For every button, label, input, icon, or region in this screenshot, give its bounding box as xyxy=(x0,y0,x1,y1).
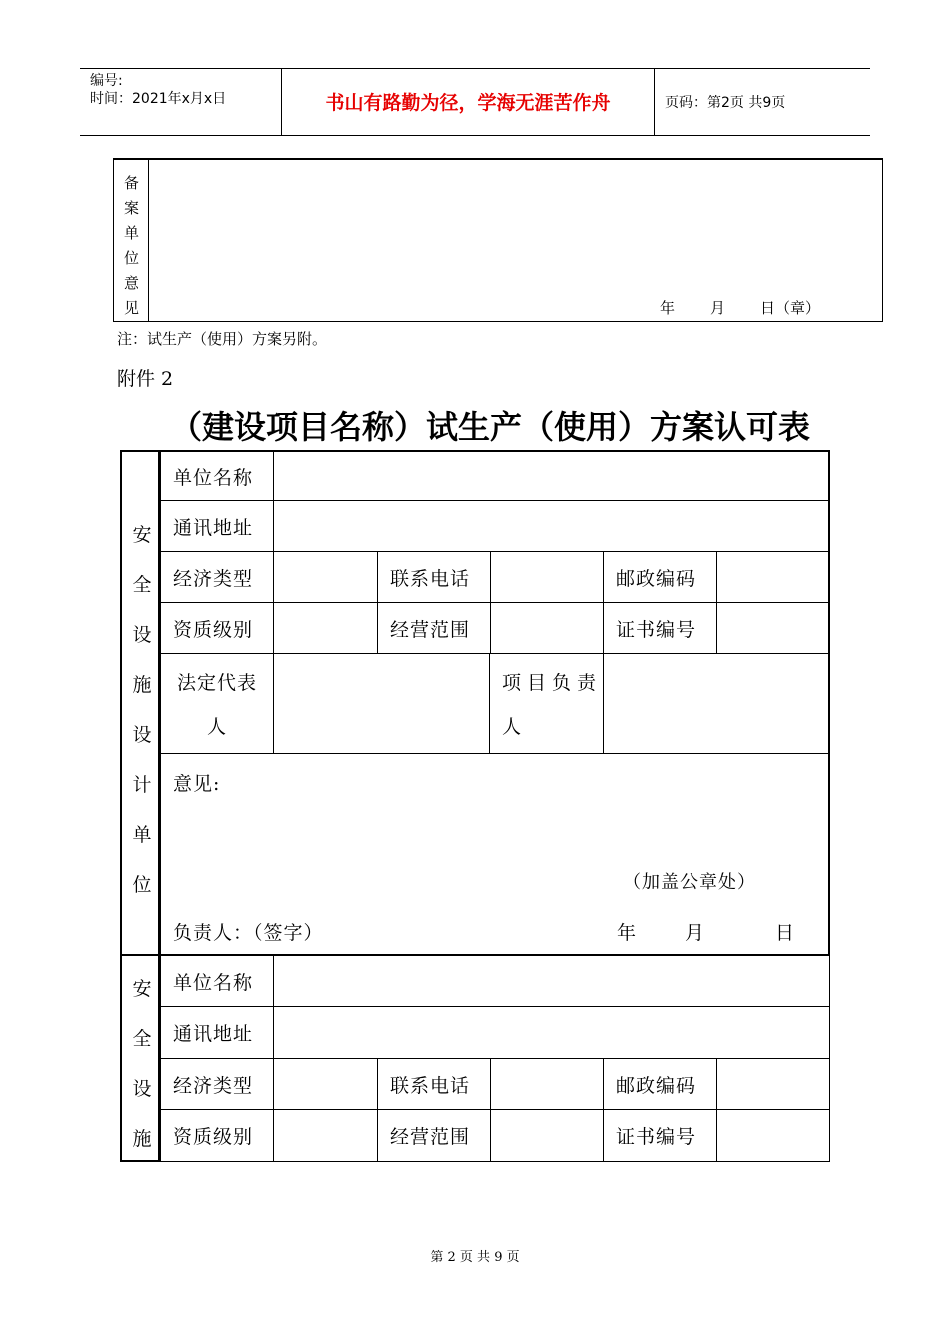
construction-unit-postcode-label: 邮政编码 xyxy=(603,1058,717,1110)
construction-unit-address-label: 通讯地址 xyxy=(160,1006,274,1059)
design-unit-opinion-block[interactable] xyxy=(160,753,830,956)
construction-unit-side-column xyxy=(120,954,160,1162)
design-unit-phone-label: 联系电话 xyxy=(377,551,491,603)
side-char: 计 xyxy=(132,774,152,796)
side-char: 施 xyxy=(132,1128,152,1150)
project-lead-line2: 人 xyxy=(502,715,523,738)
header-top-rule xyxy=(80,68,870,69)
design-unit-postcode-label: 邮政编码 xyxy=(603,551,717,603)
side-char: 单 xyxy=(132,824,152,846)
side-char: 全 xyxy=(132,574,152,596)
legal-rep-line1: 法定代表 xyxy=(176,672,257,695)
design-unit-address-label: 通讯地址 xyxy=(160,500,274,552)
record-label-char: 单 xyxy=(123,224,139,242)
design-unit-cert-no-field[interactable] xyxy=(716,602,830,654)
construction-unit-cert-no-field[interactable] xyxy=(716,1109,830,1162)
construction-unit-name-label: 单位名称 xyxy=(160,955,274,1007)
record-label-char: 案 xyxy=(123,199,139,217)
doc-time-label: 时间：2021年x月x日 xyxy=(90,91,227,107)
design-unit-cert-no-label: 证书编号 xyxy=(603,602,717,654)
sign-year: 年 xyxy=(617,922,638,944)
construction-unit-business-scope-label: 经营范围 xyxy=(377,1109,491,1162)
construction-unit-qualification-label: 资质级别 xyxy=(160,1109,274,1162)
design-unit-business-scope-field[interactable] xyxy=(490,602,604,654)
construction-unit-phone-label: 联系电话 xyxy=(377,1058,491,1110)
side-char: 安 xyxy=(132,978,152,1000)
record-label-char: 见 xyxy=(123,299,139,317)
design-unit-project-lead-label xyxy=(489,653,604,754)
design-unit-postcode-field[interactable] xyxy=(716,551,830,603)
construction-unit-business-scope-field[interactable] xyxy=(490,1109,604,1162)
attachment-label: 附件 2 xyxy=(117,368,174,390)
design-unit-business-scope-label: 经营范围 xyxy=(377,602,491,654)
side-char: 施 xyxy=(132,674,152,696)
design-unit-economic-type-label: 经济类型 xyxy=(160,551,274,603)
design-unit-name-label: 单位名称 xyxy=(160,450,274,501)
seal-placeholder: （加盖公章处） xyxy=(623,872,756,893)
page-indicator: 页码：第2页 共9页 xyxy=(665,95,786,111)
construction-unit-qualification-field[interactable] xyxy=(273,1109,378,1162)
side-char: 设 xyxy=(132,724,152,746)
page-title: （建设项目名称）试生产（使用）方案认可表 xyxy=(169,408,810,446)
opinion-label: 意见: xyxy=(173,773,221,795)
design-unit-side-column xyxy=(120,450,160,956)
record-opinion-box xyxy=(113,158,883,322)
note-text: 注：试生产（使用）方案另附。 xyxy=(117,330,328,348)
doc-number-label: 编号: xyxy=(90,73,123,89)
sign-month: 月 xyxy=(685,922,706,944)
design-unit-economic-type-field[interactable] xyxy=(273,551,378,603)
approval-table xyxy=(120,450,830,1162)
design-unit-address-field[interactable] xyxy=(273,500,830,552)
construction-unit-economic-type-label: 经济类型 xyxy=(160,1058,274,1110)
header-bottom-rule xyxy=(80,135,870,136)
record-label-char: 意 xyxy=(123,274,139,292)
side-char: 全 xyxy=(132,1028,152,1050)
design-unit-qualification-field[interactable] xyxy=(273,602,378,654)
record-date-year: 年 xyxy=(660,299,676,317)
legal-rep-line2: 人 xyxy=(206,715,227,738)
side-char: 安 xyxy=(132,524,152,546)
sign-day: 日 xyxy=(775,922,796,944)
design-unit-name-field[interactable] xyxy=(273,450,830,501)
construction-unit-phone-field[interactable] xyxy=(490,1058,604,1110)
design-unit-phone-field[interactable] xyxy=(490,551,604,603)
record-label-column xyxy=(114,160,149,321)
side-char: 设 xyxy=(132,624,152,646)
signer-label: 负责人：（签字） xyxy=(173,922,324,944)
construction-unit-postcode-field[interactable] xyxy=(716,1058,830,1110)
construction-unit-cert-no-label: 证书编号 xyxy=(603,1109,717,1162)
record-label-char: 位 xyxy=(123,249,139,267)
construction-unit-name-field[interactable] xyxy=(273,955,830,1007)
side-char: 设 xyxy=(132,1078,152,1100)
project-lead-line1: 项目负责 xyxy=(502,672,603,695)
record-label-char: 备 xyxy=(123,174,139,192)
design-unit-qualification-label: 资质级别 xyxy=(160,602,274,654)
record-date-month: 月 xyxy=(710,299,726,317)
header-divider-2 xyxy=(654,68,655,136)
design-unit-project-lead-field[interactable] xyxy=(603,653,830,754)
page-footer: 第 2 页 共 9 页 xyxy=(430,1250,520,1265)
design-unit-legal-rep-field[interactable] xyxy=(273,653,490,754)
design-unit-legal-rep-label xyxy=(160,653,274,754)
construction-unit-economic-type-field[interactable] xyxy=(273,1058,378,1110)
construction-unit-address-field[interactable] xyxy=(273,1006,830,1059)
side-char: 位 xyxy=(132,874,152,896)
header-motto: 书山有路勤为径，学海无涯苦作舟 xyxy=(325,92,611,114)
record-date-day-seal: 日（章） xyxy=(760,299,821,317)
